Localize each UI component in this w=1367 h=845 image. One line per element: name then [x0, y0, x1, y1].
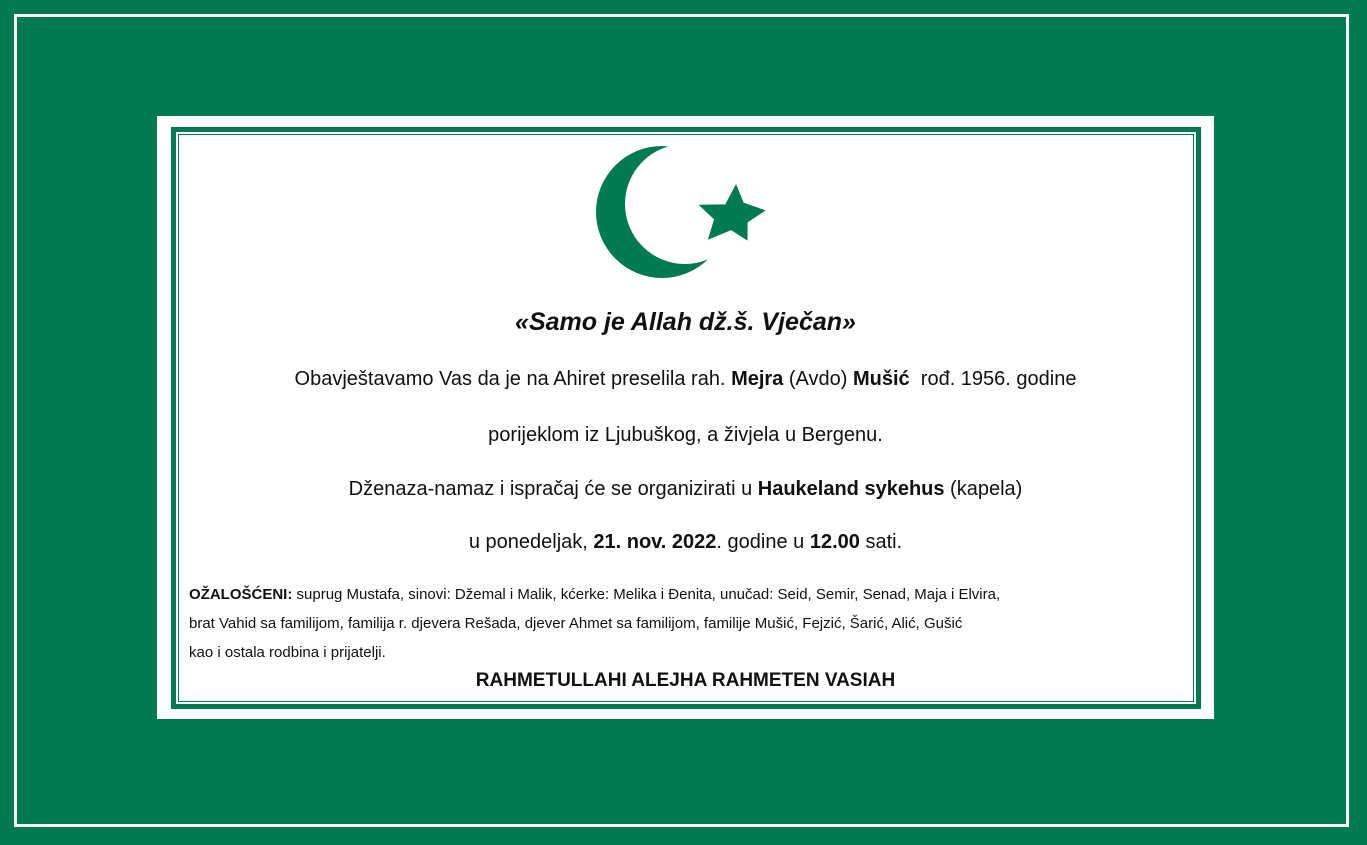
mourners-list [189, 580, 1174, 667]
mourners-line-3: kao i ostala rodbina i prijatelji. [189, 644, 386, 661]
mourners-text-1: suprug Mustafa, sinovi: Džemal i Malik, kćerke: Melika i Đenita, unučad: Seid, Semir, Senad, Maja i Elvira, [292, 586, 1001, 603]
deceased-father-name: (Avdo) [783, 368, 853, 390]
time-suffix: sati. [859, 531, 903, 553]
mourners-line-1 [189, 580, 1174, 609]
funeral-location: Haukeland sykehus [757, 478, 945, 500]
deceased-last-name: Mušić [852, 368, 910, 390]
announcement-line-1 [157, 368, 1214, 391]
mourners-line-2: brat Vahid sa familijom, familija r. djevera Rešada, djever Ahmet sa familijom, familije Mušić, Fejzić, Šarić, Alić, Gušić [189, 615, 963, 632]
date-middle: . godine u [716, 531, 810, 553]
crescent-and-star-icon [593, 143, 773, 283]
mourners-label: OŽALOŠĆENI: [189, 586, 293, 603]
funeral-location-note: (kapela) [944, 478, 1023, 500]
announcement-line-3 [157, 478, 1214, 501]
funeral-date: 21. nov. 2022 [593, 531, 717, 553]
deceased-first-name: Mejra [731, 368, 784, 390]
announcement-text: Obavještavamo Vas da je na Ahiret preselila rah. [294, 368, 732, 390]
birth-year-text: rođ. 1956. godine [909, 368, 1077, 390]
announcement-line-4 [157, 531, 1214, 554]
announcement-line-2: porijeklom iz Ljubuškog, a živjela u Bergenu. [488, 424, 883, 446]
closing-prayer: RAHMETULLAHI ALEJHA RAHMETEN VASIAH [475, 670, 896, 691]
funeral-text: Dženaza-namaz i ispračaj će se organizirati u [348, 478, 758, 500]
funeral-time: 12.00 [809, 531, 860, 553]
notice-title: «Samo je Allah dž.š. Vječan» [515, 308, 856, 336]
date-prefix: u ponedeljak, [468, 531, 594, 553]
